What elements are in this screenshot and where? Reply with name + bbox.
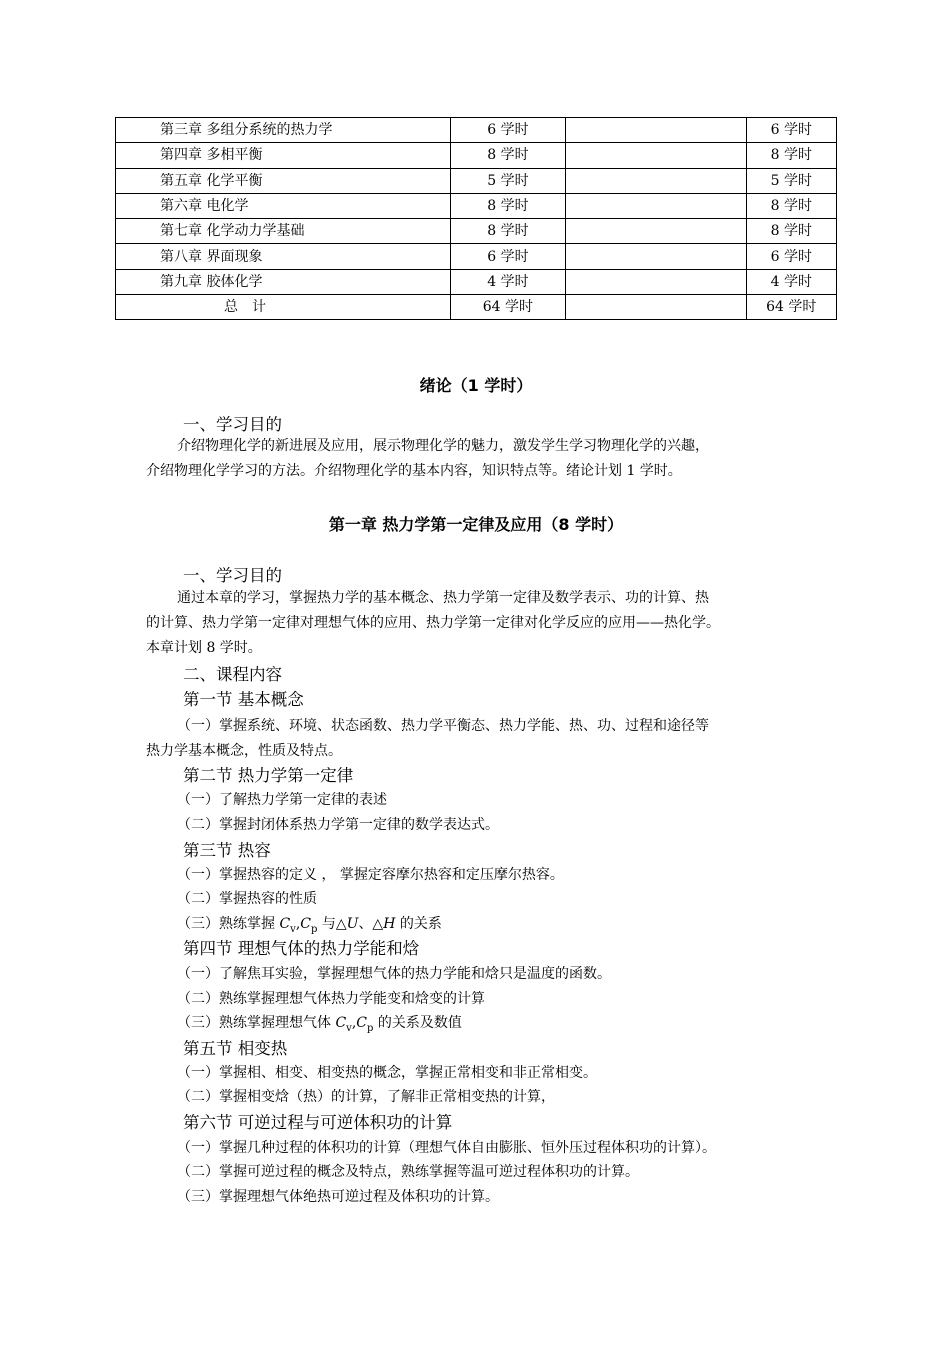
- total-hours: 8 学时: [746, 219, 836, 244]
- lab-hours: [566, 269, 746, 294]
- section-item: （二）掌握热容的性质: [177, 891, 317, 907]
- item-text: （三）熟练掌握理想气体: [177, 1015, 336, 1031]
- subscript-p: p: [311, 923, 318, 935]
- symbol-u: U: [346, 916, 359, 932]
- section-item: （一）掌握热容的定义 ， 掌握定容摩尔热容和定压摩尔热容。: [177, 867, 564, 883]
- hours-table: [115, 117, 837, 320]
- section-item: （一）掌握几种过程的体积功的计算（理想气体自由膨胀、恒外压过程体积功的计算）。: [177, 1140, 716, 1156]
- lecture-hours: 4 学时: [450, 269, 565, 294]
- lab-hours: [566, 244, 746, 269]
- chapter1-objective-line: 的计算、热力学第一定律对理想气体的应用、热力学第一定律对化学反应的应用——热化学。: [146, 615, 720, 631]
- item-text: 、△: [358, 916, 384, 932]
- lecture-hours: 5 学时: [450, 168, 565, 193]
- total-hours: 8 学时: [746, 143, 836, 168]
- subscript-v: v: [346, 1022, 352, 1034]
- lab-hours: [566, 168, 746, 193]
- section-item: （一）掌握相、相变、相变热的概念，掌握正常相变和非正常相变。: [177, 1065, 597, 1081]
- symbol-c: C: [279, 916, 291, 932]
- section-title: 第五节 相变热: [183, 1039, 288, 1058]
- chapter-name: 第七章 化学动力学基础: [116, 219, 451, 244]
- section-item: （一）了解热力学第一定律的表述: [177, 792, 387, 808]
- section-item: （一）了解焦耳实验，掌握理想气体的热力学能和焓只是温度的函数。: [177, 966, 611, 982]
- intro-title: 绪论（1 学时）: [419, 376, 533, 395]
- table-row: [116, 168, 837, 193]
- lecture-hours: 8 学时: [450, 219, 565, 244]
- lab-hours: [566, 219, 746, 244]
- chapter1-content-heading: 二、课程内容: [183, 665, 282, 684]
- lecture-hours: 6 学时: [450, 244, 565, 269]
- table-row: [116, 219, 837, 244]
- total-hours: 4 学时: [746, 269, 836, 294]
- table-row: [116, 193, 837, 218]
- item-text: 的关系及数值: [373, 1015, 462, 1031]
- total-hours: 8 学时: [746, 193, 836, 218]
- hours-table-body: [116, 118, 837, 320]
- chapter-name: 第三章 多组分系统的热力学: [116, 118, 451, 143]
- table-row: [116, 118, 837, 143]
- table-row: [116, 244, 837, 269]
- chapter1-title: 第一章 热力学第一定律及应用（8 学时）: [328, 515, 624, 534]
- item-text: 与△: [317, 916, 347, 932]
- lecture-hours: 8 学时: [450, 143, 565, 168]
- lecture-hours: 6 学时: [450, 118, 565, 143]
- intro-objective-line: 介绍物理化学的新进展及应用，展示物理化学的魅力，激发学生学习物理化学的兴趣，: [177, 438, 709, 454]
- section-title: 第三节 热容: [183, 841, 271, 860]
- table-total-row: [116, 295, 837, 320]
- table-row: [116, 143, 837, 168]
- symbol-c: C: [300, 916, 311, 932]
- total-label: 总计: [116, 295, 451, 320]
- section-item: （二）熟练掌握理想气体热力学能变和焓变的计算: [177, 991, 485, 1007]
- lab-hours: [566, 193, 746, 218]
- section-title: 第六节 可逆过程与可逆体积功的计算: [183, 1113, 453, 1132]
- table-row: [116, 269, 837, 294]
- chapter-name: 第五章 化学平衡: [116, 168, 451, 193]
- section-item: （二）掌握可逆过程的概念及特点，熟练掌握等温可逆过程体积功的计算。: [177, 1164, 639, 1180]
- chapter-name: 第九章 胶体化学: [116, 269, 451, 294]
- chapter-name: 第八章 界面现象: [116, 244, 451, 269]
- subscript-p: p: [367, 1022, 374, 1034]
- subscript-v: v: [290, 923, 296, 935]
- lab-hours: [566, 118, 746, 143]
- section-item: （三）熟练掌握 $C_v,C_p$ 与△U、△H 的关系: [177, 916, 442, 935]
- total-hours-total: 64 学时: [746, 295, 836, 320]
- chapter1-objective-line: 通过本章的学习，掌握热力学的基本概念、热力学第一定律及数学表示、功的计算、热: [177, 590, 709, 606]
- lab-hours-total: [566, 295, 746, 320]
- item-text: （三）熟练掌握: [177, 916, 280, 932]
- total-hours: 6 学时: [746, 118, 836, 143]
- chapter-name: 第四章 多相平衡: [116, 143, 451, 168]
- item-text: 的关系: [395, 916, 442, 932]
- section-item: （二）掌握相变焓（热）的计算，了解非正常相变热的计算，: [177, 1089, 555, 1105]
- section-title: 第四节 理想气体的热力学能和焓: [183, 939, 420, 958]
- section-title: 第一节 基本概念: [183, 690, 304, 709]
- total-hours: 5 学时: [746, 168, 836, 193]
- lecture-hours: 8 学时: [450, 193, 565, 218]
- chapter1-objective-line: 本章计划 8 学时。: [146, 640, 262, 656]
- symbol-c: C: [356, 1015, 367, 1031]
- section-item: （三）熟练掌握理想气体 $C_v,C_p$ 的关系及数值: [177, 1015, 462, 1034]
- total-hours: 6 学时: [746, 244, 836, 269]
- section-title: 第二节 热力学第一定律: [183, 766, 354, 785]
- lecture-hours-total: 64 学时: [450, 295, 565, 320]
- section-item: （一）掌握系统、环境、状态函数、热力学平衡态、热力学能、热、功、过程和途径等: [177, 718, 709, 734]
- section-item-continuation: 热力学基本概念，性质及特点。: [146, 743, 342, 759]
- symbol-c: C: [335, 1015, 347, 1031]
- intro-objective-line: 介绍物理化学学习的方法。介绍物理化学的基本内容，知识特点等。绪论计划 1 学时。: [146, 463, 682, 479]
- chapter-name: 第六章 电化学: [116, 193, 451, 218]
- section-item: （二）掌握封闭体系热力学第一定律的数学表达式。: [177, 817, 499, 833]
- symbol-h: H: [383, 916, 396, 932]
- lab-hours: [566, 143, 746, 168]
- section-item: （三）掌握理想气体绝热可逆过程及体积功的计算。: [177, 1189, 499, 1205]
- chapter1-objective-heading: 一、学习目的: [183, 566, 282, 585]
- intro-objective-heading: 一、学习目的: [183, 415, 282, 434]
